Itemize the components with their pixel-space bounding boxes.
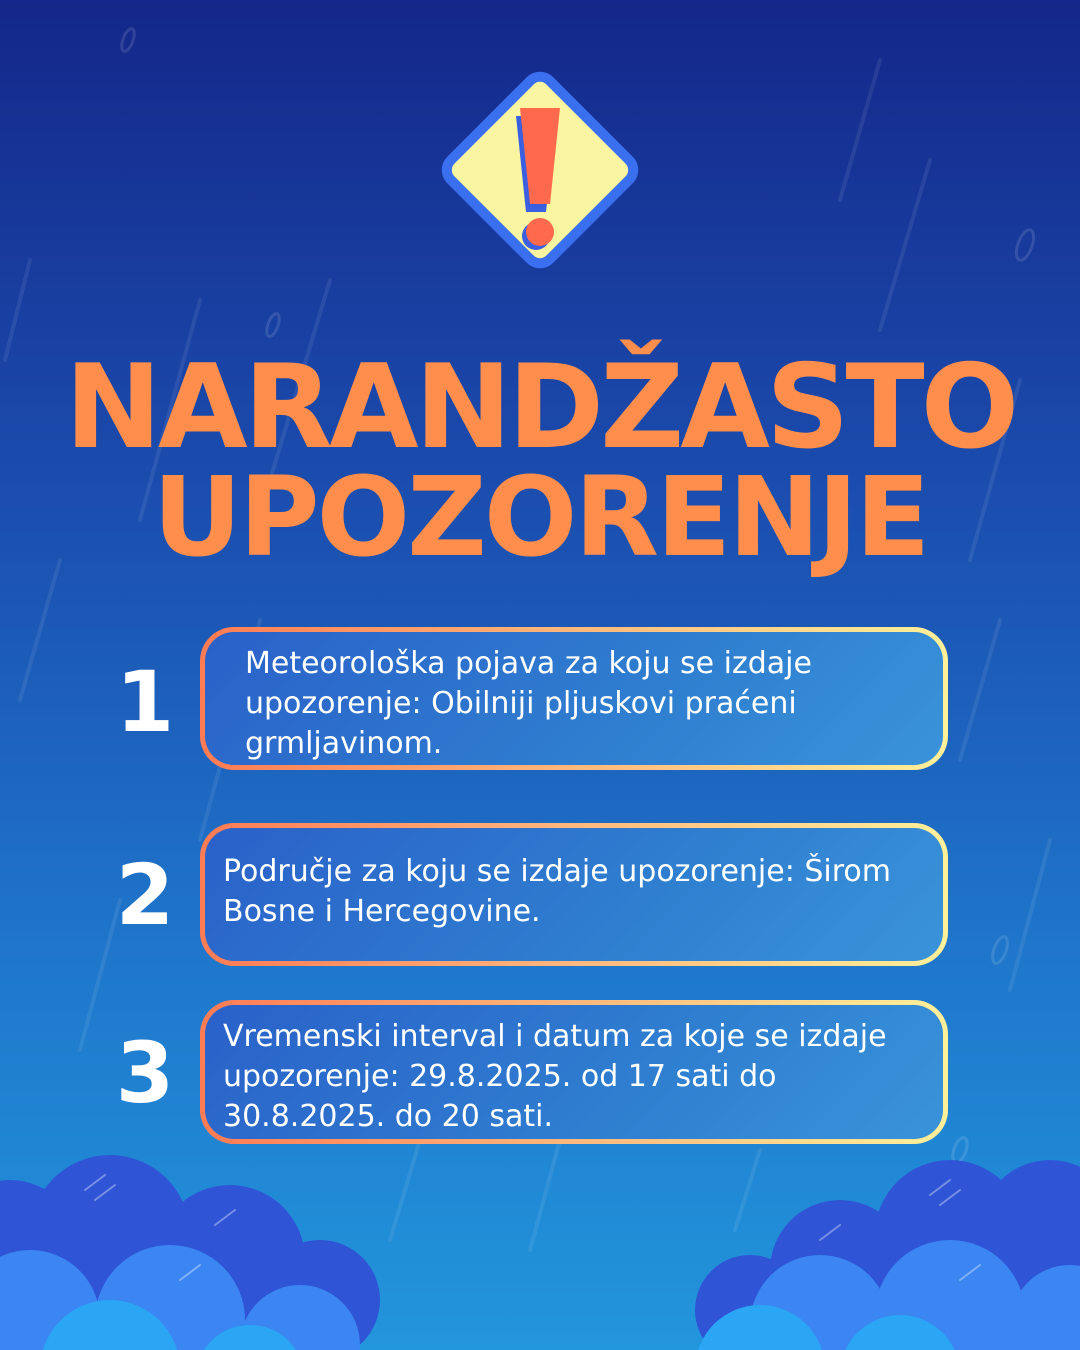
item-text-3: Vremenski interval i datum za koje se izdaje upozorenje: 29.8.2025. od 17 sati do 30.8.2025. do 20 sati. — [223, 1019, 887, 1134]
item-number-2: 2 — [115, 846, 175, 944]
item-number-1: 1 — [115, 653, 175, 751]
item-text-2: Područje za koju se izdaje upozorenje: Širom Bosne i Hercegovine. — [223, 854, 891, 929]
warning-item-1 — [200, 627, 948, 770]
title-line-2: UPOZORENJE — [152, 453, 928, 581]
warning-item-3 — [200, 1000, 948, 1144]
item-number-3: 3 — [115, 1024, 175, 1122]
warning-sign-icon — [420, 50, 660, 290]
title-line-1: NARANDŽASTO — [64, 340, 1016, 475]
warning-item-2 — [200, 823, 948, 966]
clouds-decoration — [0, 1130, 1080, 1350]
item-text-1: Meteorološka pojava za koju se izdaje upozorenje: Obilniji pljuskovi praćeni grmljavinom. — [245, 646, 812, 761]
